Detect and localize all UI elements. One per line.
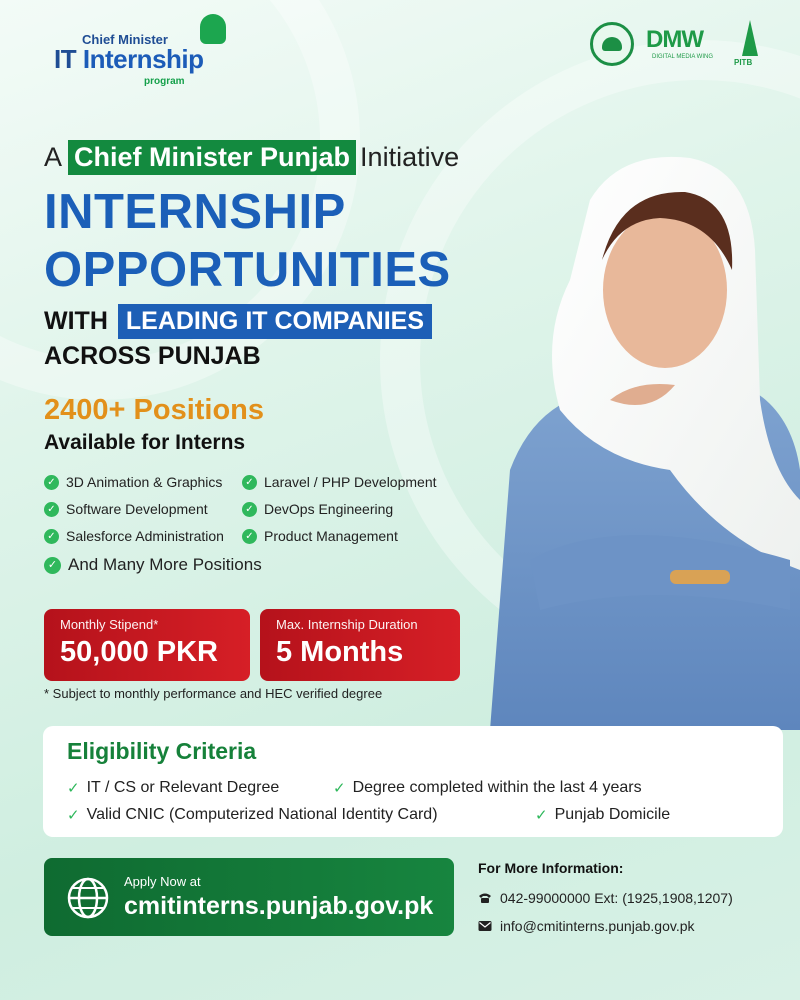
chief-minister-photo	[470, 140, 800, 730]
check-circle-icon: ✓	[44, 475, 59, 490]
more-positions-label: And Many More Positions	[68, 555, 262, 574]
partner-logos	[590, 20, 770, 68]
logo-sub-text: program	[144, 76, 185, 87]
tagline-suffix: Initiative	[360, 142, 460, 172]
globe-icon	[66, 876, 110, 920]
logo-internship-text: Internship	[82, 44, 204, 74]
role-label: Software Development	[66, 501, 208, 517]
tagline	[44, 140, 459, 175]
apply-banner[interactable]	[44, 858, 454, 936]
logo-small-text: Chief Minister	[82, 32, 168, 47]
stipend-label: Monthly Stipend*	[60, 617, 159, 632]
duration-value: 5 Months	[276, 636, 404, 668]
logo-portrait-icon	[200, 14, 226, 44]
headline-badge: LEADING IT COMPANIES	[118, 304, 432, 339]
role-label: 3D Animation & Graphics	[66, 474, 223, 490]
check-icon: ✓	[67, 807, 80, 824]
email-row	[478, 918, 695, 934]
headline-with: WITH	[44, 307, 108, 335]
positions-count: 2400+ Positions	[44, 394, 265, 426]
phone-icon	[478, 892, 492, 904]
list-item	[44, 474, 222, 490]
role-label: DevOps Engineering	[264, 501, 394, 517]
tagline-prefix: A	[44, 142, 63, 172]
eligibility-title: Eligibility Criteria	[67, 738, 257, 764]
check-circle-icon: ✓	[44, 502, 59, 517]
list-item	[535, 806, 670, 824]
role-label: Salesforce Administration	[66, 528, 224, 544]
dmw-logo	[646, 24, 718, 64]
headline-with-line	[44, 304, 432, 339]
pitb-tower-icon	[742, 20, 758, 56]
stipend-value: 50,000 PKR	[60, 636, 218, 668]
check-circle-icon: ✓	[44, 529, 59, 544]
stipend-card	[44, 609, 250, 681]
phone-number[interactable]: 042-99000000 Ext: (1925,1908,1207)	[500, 890, 733, 906]
logo-it-text: IT	[54, 44, 77, 74]
apply-label: Apply Now at	[124, 874, 201, 889]
check-circle-icon: ✓	[242, 475, 257, 490]
dmw-logo-subtext: DIGITAL MEDIA WING	[652, 54, 714, 60]
list-item	[242, 528, 398, 544]
more-positions	[44, 555, 262, 575]
criteria-label: Degree completed within the last 4 years	[352, 779, 642, 796]
role-label: Product Management	[264, 528, 398, 544]
headline-line2: OPPORTUNITIES	[44, 243, 451, 297]
list-item	[333, 779, 642, 797]
criteria-label: IT / CS or Relevant Degree	[86, 779, 280, 796]
tagline-highlight: Chief Minister Punjab	[68, 140, 356, 175]
criteria-label: Punjab Domicile	[554, 806, 671, 823]
list-item	[242, 501, 393, 517]
logo-main-text	[54, 44, 204, 75]
check-circle-icon: ✓	[242, 502, 257, 517]
list-item	[44, 528, 224, 544]
email-address[interactable]: info@cmitinterns.punjab.gov.pk	[500, 918, 695, 934]
check-icon: ✓	[535, 807, 548, 824]
headline-across: ACROSS PUNJAB	[44, 342, 261, 370]
check-icon: ✓	[333, 780, 346, 797]
role-label: Laravel / PHP Development	[264, 474, 437, 490]
check-circle-icon: ✓	[44, 557, 61, 574]
check-circle-icon: ✓	[242, 529, 257, 544]
contact-info	[478, 860, 788, 934]
apply-url-link[interactable]: cmitinterns.punjab.gov.pk	[124, 892, 434, 920]
duration-card	[260, 609, 460, 681]
check-icon: ✓	[67, 780, 80, 797]
stipend-note: * Subject to monthly performance and HEC verified degree	[44, 686, 383, 701]
program-logo	[52, 14, 252, 87]
eligibility-panel	[43, 726, 783, 837]
criteria-label: Valid CNIC (Computerized National Identity Card)	[86, 806, 438, 823]
dmw-logo-text: DMW	[646, 26, 703, 53]
pitb-logo	[730, 20, 770, 68]
phone-row	[478, 890, 733, 906]
duration-label: Max. Internship Duration	[276, 617, 418, 632]
list-item	[44, 501, 208, 517]
list-item	[242, 474, 437, 490]
envelope-icon	[478, 920, 492, 932]
contact-title: For More Information:	[478, 860, 624, 876]
positions-subtitle: Available for Interns	[44, 431, 246, 454]
headline-line1: INTERNSHIP	[44, 185, 346, 239]
punjab-seal-icon	[590, 22, 634, 66]
list-item	[67, 779, 279, 797]
pitb-logo-text: PITB	[734, 58, 753, 67]
list-item	[67, 806, 438, 824]
